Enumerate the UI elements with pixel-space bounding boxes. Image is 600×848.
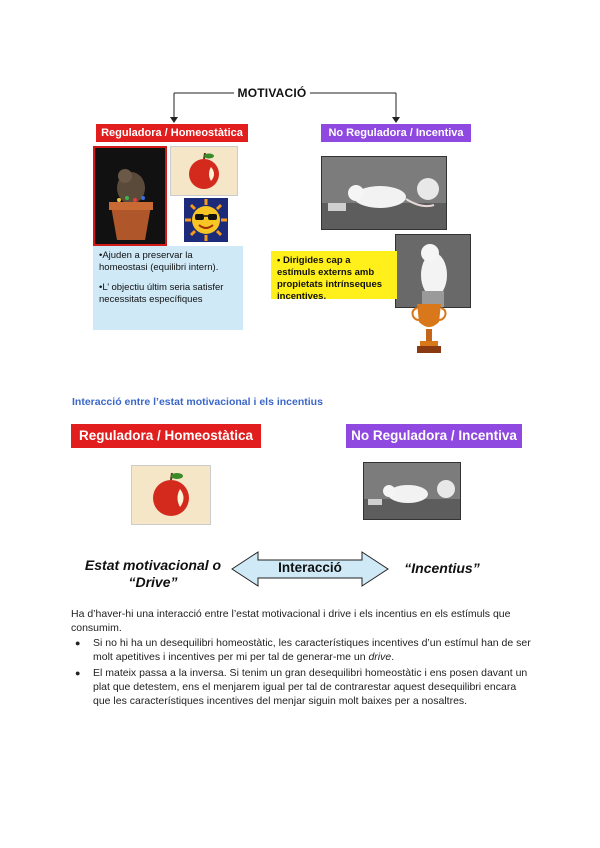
motivacio-title: MOTIVACIÓ — [234, 86, 310, 100]
no-reguladora-label: No Reguladora / Incentiva — [346, 424, 522, 448]
incentius-caption: “Incentius” — [404, 560, 480, 576]
reguladora-description-box — [93, 246, 243, 330]
drive-caption-line2: “Drive” — [128, 574, 178, 590]
bullet-1-end: . — [391, 651, 395, 663]
apple-image — [170, 146, 238, 196]
bullet-item-2 — [71, 666, 531, 708]
bullet-1-text: Si no hi ha un desequilibri homeostàtic, les característiques incentives d’un estímul han de ser molt apetitives i incentives per mi per tal de generar-me un — [93, 637, 531, 663]
reguladora-label: Reguladora / Homeostàtica — [71, 424, 261, 448]
bullet-1-emphasis: drive — [368, 651, 392, 663]
drive-caption-line1: Estat motivacional o — [84, 557, 222, 573]
drive-caption — [78, 557, 228, 591]
top-reguladora-label: Reguladora / Homeostàtica — [96, 124, 248, 142]
body-text — [71, 607, 531, 710]
section-heading: Interacció entre l’estat motivacional i els incentius — [72, 396, 323, 408]
incentiva-description-box: • Dirigides cap a estímuls externs amb propietats intrínseques incentives. — [271, 251, 397, 299]
top-no-reguladora-label: No Reguladora / Incentiva — [321, 124, 471, 142]
apple-image-2 — [131, 465, 211, 525]
rat-ball-image — [321, 156, 447, 230]
reguladora-point-2: •L’ objectiu últim seria satisfer necessitats específiques — [99, 282, 224, 305]
rat-ball-image-2 — [363, 462, 461, 520]
bullet-2-text: El mateix passa a la inversa. Si tenim un gran desequilibri homeostàtic i ens posen davant un plat que detestem, ens el menjarem igual per tal de contrarestar aquest desequilibri encara que les característiques incentives del menjar siguin molt baixes per a nosaltres. — [93, 667, 528, 707]
rat-standing-image — [395, 234, 471, 308]
trophy-image — [411, 302, 447, 354]
bullet-list — [71, 636, 531, 708]
rat-flowerpot-image — [93, 146, 167, 246]
intro-paragraph: Ha d’haver-hi una interacció entre l’estat motivacional i drive i els incentius en els estímuls que consumim. — [71, 608, 511, 634]
sun-sunglasses-image — [184, 198, 228, 242]
bullet-item-1 — [71, 636, 531, 664]
reguladora-point-1: •Ajuden a preservar la homeostasi (equilibri intern). — [99, 250, 219, 273]
interaccio-label: Interacció — [278, 560, 342, 575]
motivacio-connector-lines — [0, 0, 600, 140]
